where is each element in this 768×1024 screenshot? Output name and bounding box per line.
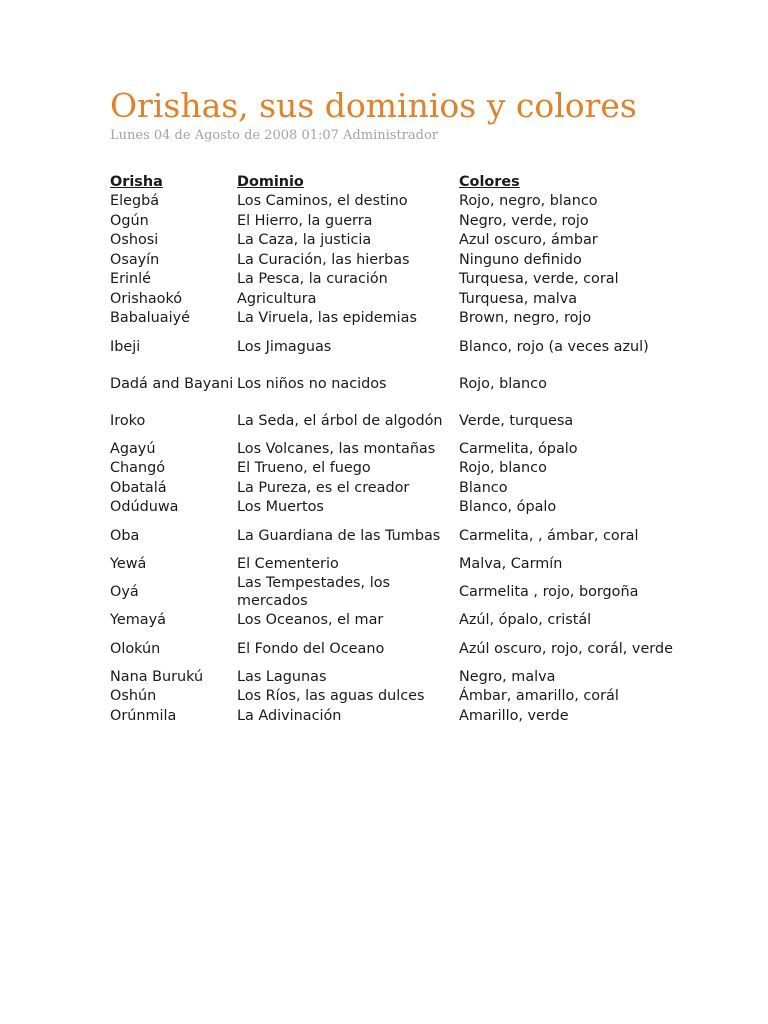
table-row <box>110 289 674 309</box>
orisha-cell: Erinlé <box>110 271 151 288</box>
dominio-cell: La Caza, la justicia <box>237 232 372 249</box>
dominio-cell: La Seda, el árbol de algodón <box>237 412 443 429</box>
colores-cell: Negro, verde, rojo <box>459 212 589 229</box>
colores-cell: Turquesa, verde, coral <box>459 271 619 288</box>
dominio-cell: El Cementerio <box>237 555 339 572</box>
dominio-cell: Los Oceanos, el mar <box>237 612 384 629</box>
orisha-cell: Oshún <box>110 688 157 705</box>
table-header-row <box>110 172 674 192</box>
colores-cell: Brown, negro, rojo <box>459 310 592 327</box>
colores-cell: Negro, malva <box>459 668 556 685</box>
orisha-cell: Nana Burukú <box>110 668 204 685</box>
colores-cell: Blanco <box>459 479 508 496</box>
colores-cell: Ámbar, amarillo, corál <box>459 688 619 705</box>
table-row <box>110 459 674 479</box>
table-row <box>110 611 674 631</box>
orisha-cell: Ogún <box>110 212 149 229</box>
header-colores: Colores <box>459 173 520 190</box>
orisha-cell: Babaluaiyé <box>110 310 190 327</box>
orisha-cell: Odúduwa <box>110 499 179 516</box>
dominio-cell: Las Lagunas <box>237 668 327 685</box>
table-row <box>110 517 674 554</box>
colores-cell: Amarillo, verde <box>459 707 569 724</box>
dominio-cell: La Pesca, la curación <box>237 271 388 288</box>
article-meta: Lunes 04 de Agosto de 2008 01:07 Administrador <box>110 128 438 143</box>
table-row <box>110 439 674 459</box>
table-row <box>110 365 674 402</box>
dominio-cell: La Curación, las hierbas <box>237 251 410 268</box>
dominio-cell: El Hierro, la guerra <box>237 212 373 229</box>
orisha-cell: Iroko <box>110 412 146 429</box>
colores-cell: Azul oscuro, ámbar <box>459 232 598 249</box>
dominio-cell: La Pureza, es el creador <box>237 479 410 496</box>
dominio-cell: La Adivinación <box>237 707 342 724</box>
table-row <box>110 687 674 707</box>
table-row <box>110 309 674 329</box>
table-row <box>110 192 674 212</box>
table-row <box>110 574 674 611</box>
dominio-cell: Los niños no nacidos <box>237 375 387 392</box>
orisha-cell: Olokún <box>110 640 161 657</box>
colores-cell: Carmelita, ópalo <box>459 440 578 457</box>
dominio-cell: Agricultura <box>237 290 317 307</box>
article-title: Orishas, sus dominios y colores <box>110 86 637 125</box>
table-row <box>110 250 674 270</box>
table-row <box>110 706 674 726</box>
colores-cell: Rojo, blanco <box>459 375 547 392</box>
orisha-cell: Agayú <box>110 440 156 457</box>
dominio-cell: Los Ríos, las aguas dulces <box>237 688 425 705</box>
header-dominio: Dominio <box>237 173 304 190</box>
orisha-cell: Elegbá <box>110 193 160 210</box>
table-row <box>110 667 674 687</box>
orisha-cell: Oyá <box>110 584 139 600</box>
orisha-cell: Obatalá <box>110 479 167 496</box>
dominio-cell: La Guardiana de las Tumbas <box>237 527 441 544</box>
orisha-cell: Yewá <box>110 555 147 572</box>
orisha-cell: Orishaokó <box>110 290 183 307</box>
orisha-cell: Oshosi <box>110 232 159 249</box>
colores-cell: Azúl, ópalo, cristál <box>459 612 592 629</box>
dominio-cell: El Fondo del Oceano <box>237 640 385 657</box>
table-row <box>110 402 674 439</box>
colores-cell: Rojo, negro, blanco <box>459 193 598 210</box>
colores-cell: Blanco, rojo (a veces azul) <box>459 338 649 355</box>
dominio-cell: Los Volcanes, las montañas <box>237 440 436 457</box>
table-row <box>110 498 674 518</box>
header-orisha: Orisha <box>110 173 163 190</box>
orisha-cell: Dadá and Bayani <box>110 375 234 392</box>
colores-cell: Verde, turquesa <box>459 412 574 429</box>
colores-cell: Turquesa, malva <box>459 290 578 307</box>
colores-cell: Carmelita, , ámbar, coral <box>459 527 639 544</box>
colores-cell: Rojo, blanco <box>459 460 547 477</box>
colores-cell: Ninguno definido <box>459 251 582 268</box>
table-row <box>110 478 674 498</box>
orisha-cell: Orúnmila <box>110 707 177 724</box>
orisha-cell: Oba <box>110 527 140 544</box>
colores-cell: Carmelita , rojo, borgoña <box>459 584 639 600</box>
orisha-cell: Yemayá <box>110 612 166 629</box>
colores-cell: Blanco, ópalo <box>459 499 557 516</box>
dominio-cell: Los Caminos, el destino <box>237 193 408 210</box>
table-row <box>110 270 674 290</box>
table-row <box>110 231 674 251</box>
table-row <box>110 328 674 365</box>
dominio-cell: Las Tempestades, los mercados <box>237 575 391 609</box>
dominio-cell: Los Jimaguas <box>237 338 332 355</box>
colores-cell: Malva, Carmín <box>459 555 563 572</box>
dominio-cell: La Viruela, las epidemias <box>237 310 417 327</box>
dominio-cell: Los Muertos <box>237 499 324 516</box>
dominio-cell: El Trueno, el fuego <box>237 460 371 477</box>
orisha-table <box>110 172 674 726</box>
orisha-cell: Changó <box>110 460 166 477</box>
table-row <box>110 630 674 667</box>
table-row <box>110 554 674 574</box>
orisha-cell: Ibeji <box>110 338 141 355</box>
table-row <box>110 211 674 231</box>
orisha-cell: Osayín <box>110 251 160 268</box>
colores-cell: Azúl oscuro, rojo, corál, verde <box>459 640 673 657</box>
